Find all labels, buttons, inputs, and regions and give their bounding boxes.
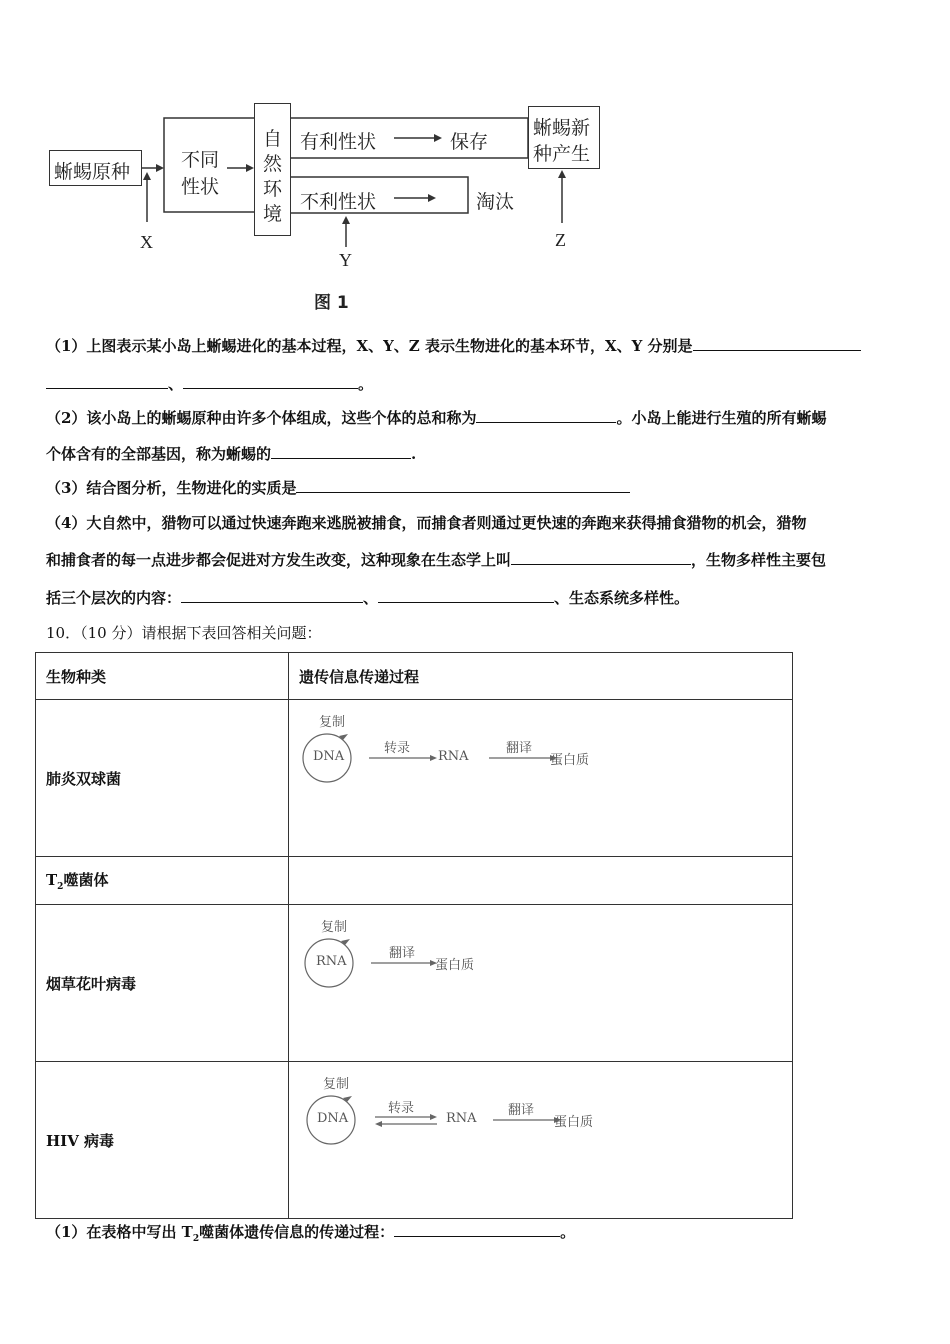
answer-blank[interactable] [378,588,554,603]
figure-1 [0,0,950,320]
q9-part4-line3: 括三个层次的内容： 、 、生态系统多样性。 [46,589,690,607]
answer-blank[interactable] [181,588,363,603]
protein-label: 蛋白质 [550,753,590,768]
organism-cell: $T_2$噬菌体 [36,857,289,905]
protein-label: 蛋白质 [554,1115,594,1130]
q9-part3: （3）结合图分析，生物进化的实质是 [46,478,630,498]
label-y: Y [339,250,352,270]
natural-env-char: 然 [263,153,283,175]
table-row [36,857,793,905]
q9-part4-line1: （4）大自然中，猎物可以通过快速奔跑来逃脱被捕食，而捕食者则通过更快速的奔跑来获得捕食猎物的机会，猎物 [46,514,807,532]
table-row [36,905,793,1062]
process-cell [289,700,793,857]
favorable-traits-label: 有利性状 [300,131,377,153]
table-header-row [36,653,793,700]
process-cell-empty[interactable] [289,857,793,905]
q10-header: 10．（10 分）请根据下表回答相关问题： [46,624,322,642]
replication-label: 复制 [323,1077,350,1092]
q10-part1: （1）在表格中写出 $T_2$噬菌体遗传信息的传递过程： 。 [46,1223,576,1244]
transcription-label: 转录 [388,1101,415,1116]
eliminate-label: 淘汰 [476,191,515,213]
organism-cell: 肺炎双球菌 [36,700,289,857]
dna-label: DNA [317,1111,349,1126]
rna-label: RNA [316,954,347,969]
genetic-info-table [35,652,793,1219]
answer-blank[interactable] [693,336,861,351]
transcription-label: 转录 [384,741,411,756]
new-species-box [528,106,600,169]
table-header-cell: 生物种类 [36,653,289,700]
table-row [36,700,793,857]
original-species-box [49,150,142,186]
natural-environment-box [254,103,291,236]
table-row [36,1062,793,1219]
label-x: X [140,232,153,252]
natural-env-char: 自 [263,128,283,150]
organism-cell: 烟草花叶病毒 [36,905,289,1062]
translation-label: 翻译 [508,1103,535,1118]
q9-part2-line1: （2）该小岛上的蜥蜴原种由许多个体组成，这些个体的总和称为 。小岛上能进行生殖的所有蜥蜴 [46,409,827,427]
answer-blank[interactable] [183,374,358,389]
unfavorable-traits-label: 不利性状 [300,191,377,213]
answer-blank[interactable] [271,444,411,459]
label-z: Z [555,230,566,250]
rna-label: RNA [446,1111,477,1126]
different-traits-line2: 性状 [181,176,220,198]
translation-label: 翻译 [389,946,416,961]
replication-label: 复制 [321,920,348,935]
replication-label: 复制 [319,715,346,730]
process-cell [289,1062,793,1219]
process-cell [289,905,793,1062]
new-species-line1: 蜥蜴新 [533,117,591,139]
preserve-label: 保存 [450,131,489,153]
different-traits-line1: 不同 [181,149,220,171]
q9-part1-line2: 、 。 [46,374,373,394]
answer-blank[interactable] [476,408,616,423]
organism-cell: HIV 病毒 [36,1062,289,1219]
figure-1-connectors [0,0,950,320]
rna-label: RNA [438,749,469,764]
answer-blank[interactable] [46,374,168,389]
table-header-cell: 遗传信息传递过程 [289,653,793,700]
natural-env-char: 境 [263,203,283,225]
q9-part1-line1: （1）上图表示某小岛上蜥蜴进化的基本过程，X、Y、Z 表示生物进化的基本环节，X、Y 分别是 [46,336,861,356]
answer-blank[interactable] [296,478,630,493]
answer-blank[interactable] [394,1222,560,1237]
q9-part4-line2: 和捕食者的每一点进步都会促进对方发生改变，这种现象在生态学上叫 ，生物多样性主要包 [46,551,827,569]
translation-label: 翻译 [506,741,533,756]
figure-caption: 图 1 [314,293,349,313]
q9-part2-line2: 个体含有的全部基因，称为蜥蜴的 . [46,445,417,463]
answer-blank[interactable] [511,550,691,565]
original-species-label: 蜥蜴原种 [54,161,131,183]
dna-label: DNA [313,749,345,764]
natural-env-char: 环 [263,178,283,200]
new-species-line2: 种产生 [533,143,591,165]
protein-label: 蛋白质 [435,958,475,973]
